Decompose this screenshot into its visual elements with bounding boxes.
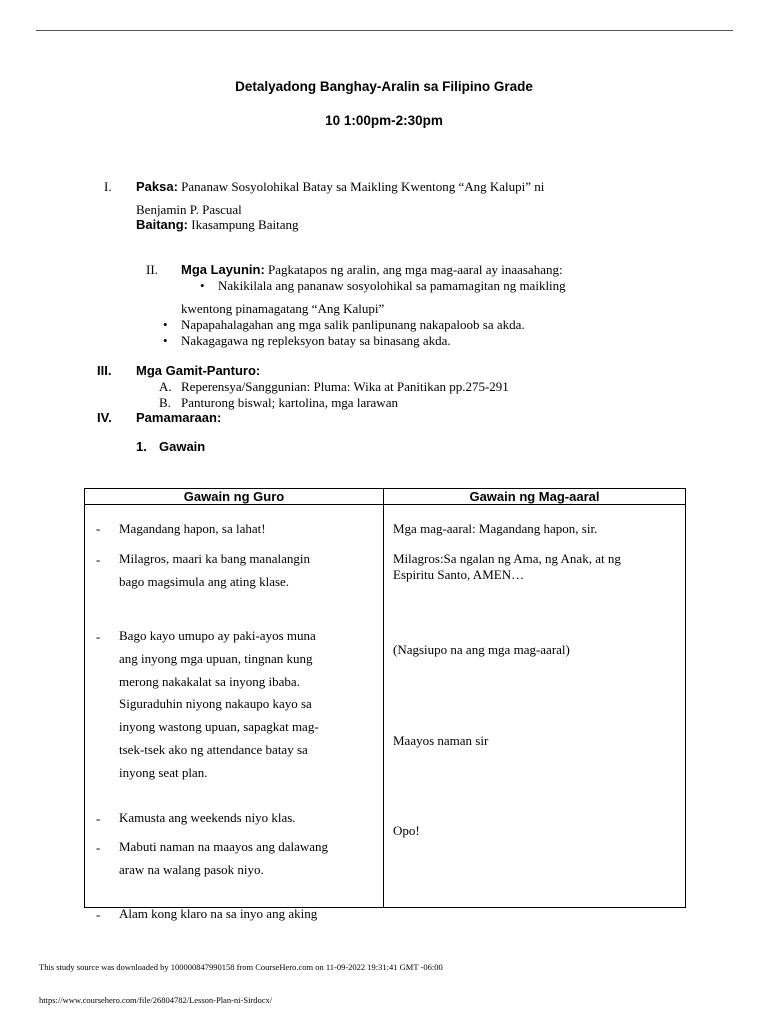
item-a-letter: A. <box>159 379 172 394</box>
gawain-table <box>84 488 686 922</box>
dash-marker: - <box>96 840 101 855</box>
document-title-time: 10 1:00pm-2:30pm <box>325 113 443 128</box>
baitang-line <box>136 217 298 233</box>
item-b-text: Panturong biswal; kartolina, mga larawan <box>181 395 398 410</box>
document-title: Detalyadong Banghay-Aralin sa Filipino Grade <box>235 79 533 94</box>
guro-line: Mabuti naman na maayos ang dalawang <box>119 839 329 854</box>
paksa-text: Pananaw Sosyolohikal Batay sa Maikling Kwentong “Ang Kalupi” ni <box>181 179 545 194</box>
magaaral-line: Milagros:Sa ngalan ng Ama, ng Anak, at ng <box>393 551 621 566</box>
section1-numeral: I. <box>104 179 112 194</box>
dash-marker: - <box>96 907 101 922</box>
dash-marker: - <box>96 629 101 644</box>
magaaral-line: Opo! <box>393 823 420 838</box>
guro-line: ang inyong mga upuan, tingnan kung <box>119 651 313 666</box>
dash-marker: - <box>96 552 101 567</box>
item-a-text: Reperensya/Sanggunian: Pluma: Wika at Panitikan pp.275-291 <box>181 379 509 394</box>
paksa-text-line2: Benjamin P. Pascual <box>136 202 242 217</box>
header-gawain-guro: Gawain ng Guro <box>85 489 384 505</box>
layunin-bullet-2: • Napapahalagahan ang mga salik panlipunang nakapaloob sa akda. <box>181 317 525 333</box>
guro-line: inyong wastong upuan, sapagkat mag- <box>119 719 319 734</box>
guro-line: inyong seat plan. <box>119 765 208 780</box>
layunin-line <box>181 262 563 278</box>
gamit-panturo-label: Mga Gamit-Panturo: <box>136 363 261 378</box>
section2-numeral: II. <box>146 262 158 277</box>
header-gawain-magaaral: Gawain ng Mag-aaral <box>384 489 686 505</box>
guro-line: merong nakakalat sa inyong ibaba. <box>119 674 300 689</box>
guro-line: Siguraduhin niyong nakaupo kayo sa <box>119 696 312 711</box>
magaaral-line: Mga mag-aaral: Magandang hapon, sir. <box>393 521 598 536</box>
dash-marker: - <box>96 521 101 536</box>
item-b-letter: B. <box>159 395 171 410</box>
guro-line: bago magsimula ang ating klase. <box>119 574 290 589</box>
layunin-label: Mga Layunin: <box>181 262 265 277</box>
guro-line: tsek-tsek ako ng attendance batay sa <box>119 742 308 757</box>
guro-line: Milagros, maari ka bang manalangin <box>119 551 310 566</box>
top-rule <box>36 30 733 31</box>
guro-column <box>85 505 384 922</box>
paksa-label: Paksa: <box>136 179 178 194</box>
layunin-bullet-1: • Nakikilala ang pananaw sosyolohikal sa pamamagitan ng maikling <box>218 278 566 294</box>
layunin-bullet-1-cont: kwentong pinamagatang “Ang Kalupi” <box>181 301 385 316</box>
guro-line: Kamusta ang weekends niyo klas. <box>119 810 296 825</box>
guro-line: araw na walang pasok niyo. <box>119 862 264 877</box>
paksa-line <box>136 179 544 195</box>
source-url[interactable]: https://www.coursehero.com/file/26804782/Lesson-Plan-ni-Sirdocx/ <box>39 995 273 1005</box>
dash-marker: - <box>96 811 101 826</box>
section3-numeral: III. <box>97 363 112 378</box>
layunin-text: Pagkatapos ng aralin, ang mga mag-aaral ay inaasahang: <box>268 262 563 277</box>
guro-line: Magandang hapon, sa lahat! <box>119 521 266 536</box>
magaaral-column <box>384 505 686 908</box>
magaaral-line: Maayos naman sir <box>393 733 489 748</box>
pamamaraan-label: Pamamaraan: <box>136 410 222 425</box>
section4-numeral: IV. <box>97 410 112 425</box>
guro-line: Alam kong klaro na sa inyo ang aking <box>119 906 318 921</box>
baitang-text: Ikasampung Baitang <box>191 217 299 232</box>
gawain-number: 1. <box>136 439 147 454</box>
baitang-label: Baitang: <box>136 217 188 232</box>
magaaral-line: Espiritu Santo, AMEN… <box>393 567 525 582</box>
gawain-label: Gawain <box>159 439 206 454</box>
download-notice: This study source was downloaded by 100000847990158 from CourseHero.com on 11-09-2022 19:31:41 GMT -06:00 <box>39 962 443 972</box>
layunin-bullet-3: • Nakagagawa ng repleksyon batay sa binasang akda. <box>181 333 451 349</box>
magaaral-line: (Nagsiupo na ang mga mag-aaral) <box>393 642 570 657</box>
guro-line: Bago kayo umupo ay paki-ayos muna <box>119 628 316 643</box>
